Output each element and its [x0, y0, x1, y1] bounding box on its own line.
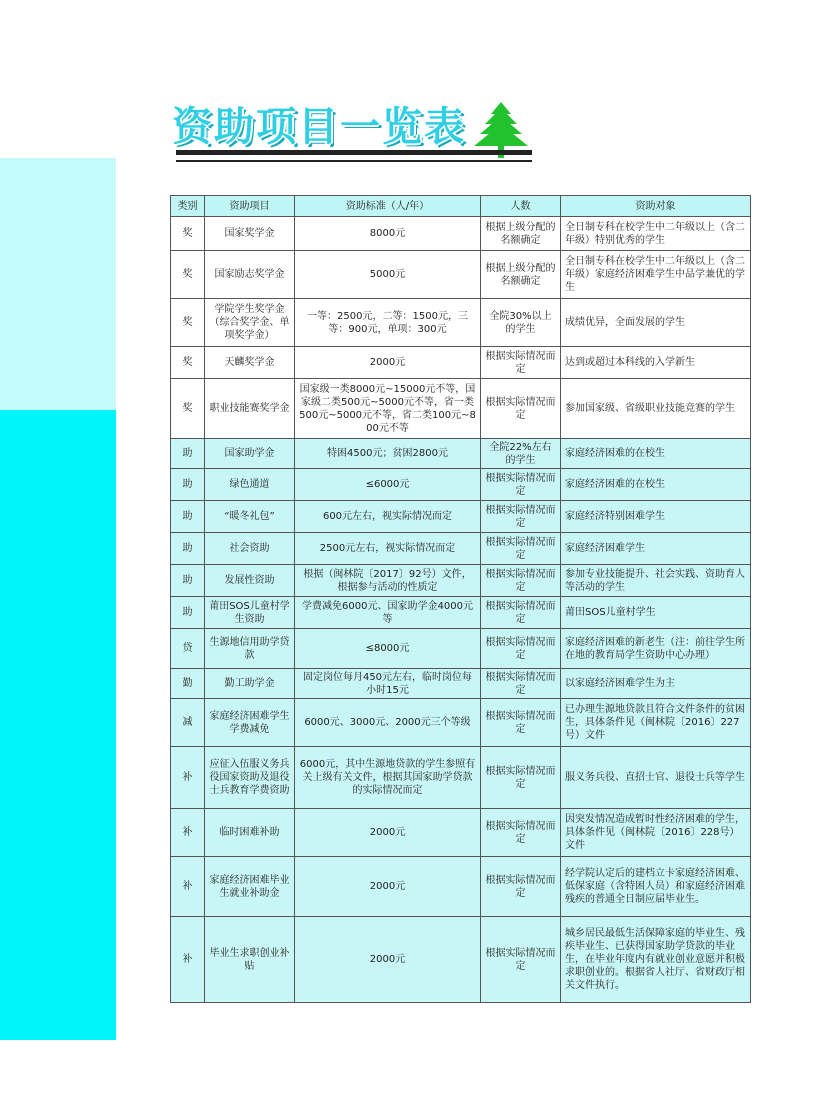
cell-count: 根据上级分配的名额确定 — [481, 251, 561, 299]
aid-projects-table — [170, 195, 751, 1003]
cell-standard: ≤8000元 — [295, 629, 481, 669]
cell-count: 根据上级分配的名额确定 — [481, 217, 561, 251]
cell-count: 根据实际情况而定 — [481, 629, 561, 669]
cell-standard: 8000元 — [295, 217, 481, 251]
cell-standard: 600元左右，视实际情况而定 — [295, 501, 481, 533]
cell-project: 应征入伍服义务兵役国家资助及退役士兵教育学费资助 — [205, 747, 295, 809]
table-row — [171, 251, 751, 299]
table-row — [171, 299, 751, 347]
cell-category: 奖 — [171, 379, 205, 439]
cell-category: 奖 — [171, 251, 205, 299]
cell-target: 家庭经济困难的在校生 — [561, 439, 751, 469]
cell-target: 经学院认定后的建档立卡家庭经济困难、低保家庭（含特困人员）和家庭经济困难残疾的普通全日制应届毕业生。 — [561, 857, 751, 917]
table-row — [171, 379, 751, 439]
cell-category: 补 — [171, 857, 205, 917]
cell-project: 勤工助学金 — [205, 669, 295, 699]
cell-project: 绿色通道 — [205, 469, 295, 501]
cell-category: 补 — [171, 809, 205, 857]
table-row — [171, 857, 751, 917]
cell-target: 莆田SOS儿童村学生 — [561, 597, 751, 629]
table-row — [171, 501, 751, 533]
cell-project: 莆田SOS儿童村学生资助 — [205, 597, 295, 629]
table-row — [171, 917, 751, 1003]
cell-count: 根据实际情况而定 — [481, 747, 561, 809]
cell-standard: 2000元 — [295, 809, 481, 857]
header-count: 人数 — [481, 196, 561, 217]
cell-standard: 学费减免6000元、国家助学金4000元等 — [295, 597, 481, 629]
cell-standard: 5000元 — [295, 251, 481, 299]
title-underline-thick — [176, 150, 532, 155]
cell-project: 临时困难补助 — [205, 809, 295, 857]
cell-target: 全日制专科在校学生中二年级以上（含二年级）家庭经济困难学生中品学兼优的学生 — [561, 251, 751, 299]
cell-category: 助 — [171, 597, 205, 629]
cell-category: 助 — [171, 565, 205, 597]
cell-target: 全日制专科在校学生中二年级以上（含二年级）特别优秀的学生 — [561, 217, 751, 251]
table-row — [171, 533, 751, 565]
cell-count: 根据实际情况而定 — [481, 347, 561, 379]
cell-category: 减 — [171, 699, 205, 747]
table-row — [171, 809, 751, 857]
cell-count: 根据实际情况而定 — [481, 809, 561, 857]
cell-count: 根据实际情况而定 — [481, 857, 561, 917]
table-row — [171, 629, 751, 669]
cell-target: 家庭经济困难的在校生 — [561, 469, 751, 501]
table-row — [171, 669, 751, 699]
cell-category: 贷 — [171, 629, 205, 669]
table-row — [171, 597, 751, 629]
cell-category: 助 — [171, 439, 205, 469]
cell-standard: ≤6000元 — [295, 469, 481, 501]
cell-category: 补 — [171, 747, 205, 809]
cell-standard: 6000元，其中生源地贷款的学生参照有关上级有关文件，根据其国家助学贷款的实际情况而定 — [295, 747, 481, 809]
cell-category: 奖 — [171, 299, 205, 347]
cell-standard: 固定岗位每月450元左右，临时岗位每小时15元 — [295, 669, 481, 699]
cell-count: 根据实际情况而定 — [481, 917, 561, 1003]
table-header-row — [171, 196, 751, 217]
cell-project: 社会资助 — [205, 533, 295, 565]
cell-project: 家庭经济困难学生学费减免 — [205, 699, 295, 747]
cell-count: 根据实际情况而定 — [481, 669, 561, 699]
cell-count: 根据实际情况而定 — [481, 379, 561, 439]
cell-standard: 6000元、3000元、2000元三个等级 — [295, 699, 481, 747]
page-title: 资助项目一览表 — [172, 104, 466, 150]
cell-standard: 2500元左右，视实际情况而定 — [295, 533, 481, 565]
cell-target: 因突发情况造成暂时性经济困难的学生，具体条件见（闽林院〔2016〕228号）文件 — [561, 809, 751, 857]
cell-standard: 特困4500元；贫困2800元 — [295, 439, 481, 469]
cell-project: 学院学生奖学金（综合奖学金、单项奖学金） — [205, 299, 295, 347]
cell-category: 奖 — [171, 347, 205, 379]
table-row — [171, 469, 751, 501]
header-target: 资助对象 — [561, 196, 751, 217]
header-standard: 资助标准（人/年） — [295, 196, 481, 217]
header-category: 类别 — [171, 196, 205, 217]
table-row — [171, 699, 751, 747]
cell-category: 助 — [171, 533, 205, 565]
cell-target: 家庭经济困难的新老生（注：前往学生所在地的教育局学生资助中心办理） — [561, 629, 751, 669]
cell-count: 根据实际情况而定 — [481, 501, 561, 533]
cell-target: 家庭经济困难学生 — [561, 533, 751, 565]
cell-standard: 2000元 — [295, 347, 481, 379]
cell-count: 全院30%以上的学生 — [481, 299, 561, 347]
title-underline-thin — [176, 160, 532, 162]
cell-target: 以家庭经济困难学生为主 — [561, 669, 751, 699]
cell-category: 助 — [171, 501, 205, 533]
cell-project: 国家奖学金 — [205, 217, 295, 251]
cell-standard: 2000元 — [295, 857, 481, 917]
cell-target: 达到或超过本科线的入学新生 — [561, 347, 751, 379]
table-row — [171, 347, 751, 379]
left-band-light — [0, 158, 116, 410]
cell-count: 全院22%左右的学生 — [481, 439, 561, 469]
cell-category: 补 — [171, 917, 205, 1003]
cell-target: 参加专业技能提升、社会实践、资助育人等活动的学生 — [561, 565, 751, 597]
cell-category: 勤 — [171, 669, 205, 699]
cell-target: 参加国家级、省级职业技能竞赛的学生 — [561, 379, 751, 439]
cell-project: 国家助学金 — [205, 439, 295, 469]
cell-count: 根据实际情况而定 — [481, 533, 561, 565]
cell-standard: 根据（闽林院〔2017〕92号）文件，根据参与活动的性质定 — [295, 565, 481, 597]
cell-project: 毕业生求职创业补贴 — [205, 917, 295, 1003]
cell-target: 服义务兵役、直招士官、退役士兵等学生 — [561, 747, 751, 809]
table-row — [171, 217, 751, 251]
cell-project: 生源地信用助学贷款 — [205, 629, 295, 669]
cell-count: 根据实际情况而定 — [481, 469, 561, 501]
left-band-bright — [0, 410, 116, 1040]
cell-project: 发展性资助 — [205, 565, 295, 597]
cell-category: 奖 — [171, 217, 205, 251]
cell-target: 城乡居民最低生活保障家庭的毕业生、残疾毕业生、已获得国家助学贷款的毕业生，在毕业年度内有就业创业意愿并积极求职创业的。根据省人社厅、省财政厅相关文件执行。 — [561, 917, 751, 1003]
cell-project: 家庭经济困难毕业生就业补助金 — [205, 857, 295, 917]
cell-count: 根据实际情况而定 — [481, 565, 561, 597]
header-project: 资助项目 — [205, 196, 295, 217]
cell-count: 根据实际情况而定 — [481, 597, 561, 629]
cell-project: “暖冬礼包” — [205, 501, 295, 533]
table-row — [171, 565, 751, 597]
cell-target: 成绩优异，全面发展的学生 — [561, 299, 751, 347]
cell-standard: 国家级一类8000元~15000元不等，国家级二类500元~5000元不等，省一类500元~5000元不等，省二类100元~800元不等 — [295, 379, 481, 439]
table-row — [171, 747, 751, 809]
cell-project: 国家励志奖学金 — [205, 251, 295, 299]
cell-count: 根据实际情况而定 — [481, 699, 561, 747]
cell-standard: 2000元 — [295, 917, 481, 1003]
cell-project: 天麟奖学金 — [205, 347, 295, 379]
cell-standard: 一等：2500元，二等：1500元，三等：900元，单项：300元 — [295, 299, 481, 347]
cell-target: 已办理生源地贷款且符合文件条件的贫困生，具体条件见（闽林院〔2016〕227号）文件 — [561, 699, 751, 747]
cell-category: 助 — [171, 469, 205, 501]
table-row — [171, 439, 751, 469]
cell-project: 职业技能赛奖学金 — [205, 379, 295, 439]
cell-target: 家庭经济特别困难学生 — [561, 501, 751, 533]
